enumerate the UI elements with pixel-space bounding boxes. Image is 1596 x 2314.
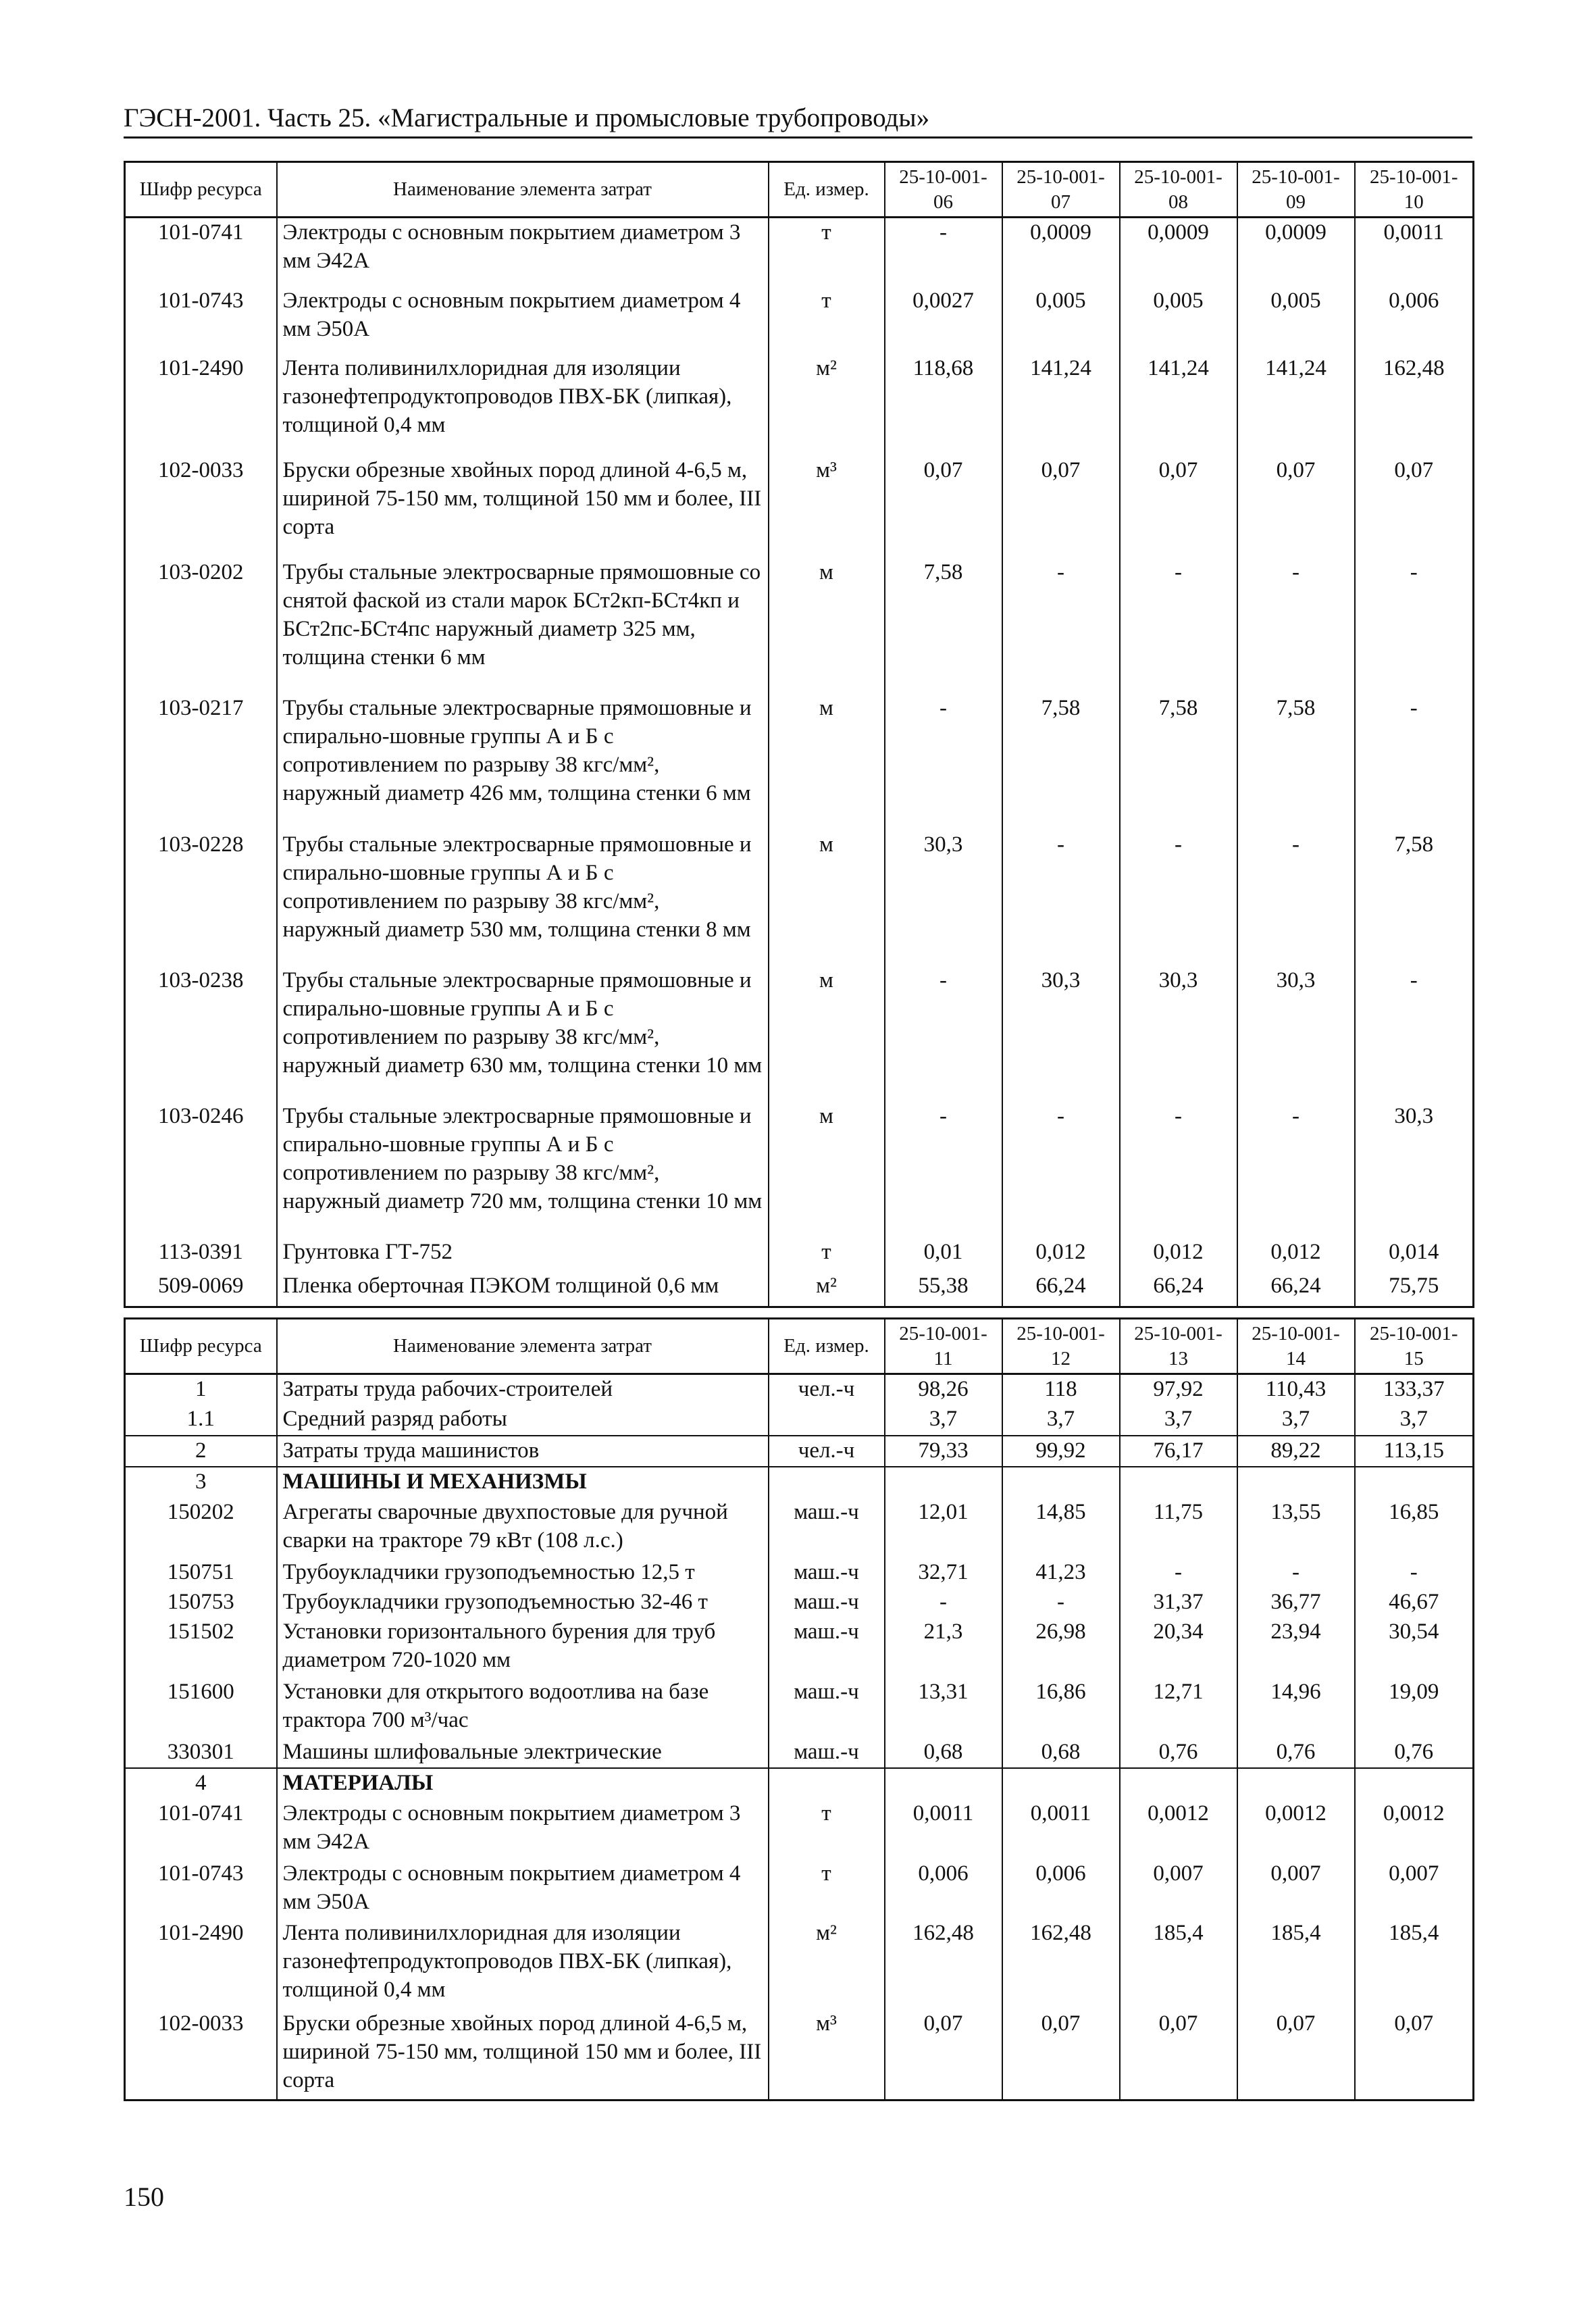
- norm-value: 0,07: [885, 456, 1002, 558]
- page-header: ГЭСН-2001. Часть 25. «Магистральные и промысловые трубопроводы»: [124, 101, 1472, 139]
- unit-of-measure: маш.-ч: [769, 1588, 885, 1617]
- resource-code: 150753: [125, 1588, 277, 1617]
- resource-name: Трубы стальные электросварные прямошовные со снятой фаской из стали марок БСт2кп-БСт4кп и БСт2пс-БСт4пс наружный диаметр 325 мм, толщина стенки 6 мм: [277, 558, 769, 694]
- norm-value: -: [1120, 830, 1237, 966]
- empty-cell: [277, 2099, 769, 2101]
- norm-value: [885, 1467, 1002, 1497]
- empty-cell: [885, 2099, 1002, 2101]
- norm-value: 3,7: [1355, 1405, 1474, 1435]
- empty-cell: [1120, 2099, 1237, 2101]
- norm-value: 12,71: [1120, 1678, 1237, 1738]
- norm-value: 0,006: [885, 1859, 1002, 1919]
- col-header-unit: Ед. измер.: [769, 162, 885, 218]
- norm-value: 55,38: [885, 1272, 1002, 1305]
- resource-name: Установки для открытого водоотлива на базе трактора 700 м³/час: [277, 1678, 769, 1738]
- norm-value: -: [1355, 1558, 1474, 1588]
- table-row: [125, 1859, 1474, 1919]
- unit-of-measure: маш.-ч: [769, 1738, 885, 1768]
- norm-value: 0,07: [1237, 2009, 1355, 2099]
- norm-value: -: [1120, 1558, 1237, 1588]
- col-header-code: Шифр ресурса: [125, 1319, 277, 1374]
- norm-value: 16,86: [1002, 1678, 1120, 1738]
- norm-value: 0,005: [1120, 286, 1237, 355]
- norm-value: 0,0012: [1237, 1799, 1355, 1859]
- resource-code: 101-0741: [125, 218, 277, 286]
- resource-code: 103-0228: [125, 830, 277, 966]
- table-row: [125, 1919, 1474, 2009]
- norm-value: 30,3: [1002, 966, 1120, 1102]
- table-row: [125, 1272, 1474, 1305]
- norm-value: 3,7: [1237, 1405, 1355, 1435]
- resource-code: 151502: [125, 1617, 277, 1678]
- norm-value: 0,007: [1237, 1859, 1355, 1919]
- norm-value: [1355, 1467, 1474, 1497]
- unit-of-measure: чел.-ч: [769, 1374, 885, 1405]
- table-row: [125, 218, 1474, 286]
- col-header-norm: 25-10-001-13: [1120, 1319, 1237, 1374]
- resource-name: Лента поливинилхлоридная для изоляции газонефтепродуктопроводов ПВХ-БК (липкая), толщиной 0,4 мм: [277, 1919, 769, 2009]
- norm-value: 0,0012: [1120, 1799, 1237, 1859]
- norm-value: 7,58: [1355, 830, 1474, 966]
- norm-value: 36,77: [1237, 1588, 1355, 1617]
- norm-value: 110,43: [1237, 1374, 1355, 1405]
- empty-cell: [1002, 1306, 1120, 1307]
- unit-of-measure: [769, 1467, 885, 1497]
- norm-value: -: [1002, 1588, 1120, 1617]
- norm-value: 32,71: [885, 1558, 1002, 1588]
- table-header-row: [125, 1319, 1474, 1374]
- resource-name: Электроды с основным покрытием диаметром 4 мм Э50А: [277, 1859, 769, 1919]
- norm-value: 3,7: [885, 1405, 1002, 1435]
- norm-value: 46,67: [1355, 1588, 1474, 1617]
- norm-value: 0,012: [1120, 1238, 1237, 1272]
- col-header-norm: 25-10-001-12: [1002, 1319, 1120, 1374]
- norm-value: [885, 1768, 1002, 1799]
- unit-of-measure: маш.-ч: [769, 1498, 885, 1558]
- norm-value: [1002, 1768, 1120, 1799]
- norm-value: 66,24: [1002, 1272, 1120, 1305]
- resource-code: 101-2490: [125, 1919, 277, 2009]
- resource-code: 4: [125, 1768, 277, 1799]
- norm-value: 99,92: [1002, 1436, 1120, 1467]
- table-row: [125, 694, 1474, 830]
- unit-of-measure: м: [769, 966, 885, 1102]
- norm-value: 162,48: [1355, 354, 1474, 456]
- empty-cell: [1237, 1306, 1355, 1307]
- table-row: [125, 354, 1474, 456]
- norm-value: 19,09: [1355, 1678, 1474, 1738]
- section-row: [125, 1768, 1474, 1799]
- norm-value: 0,07: [1237, 456, 1355, 558]
- resource-name: Бруски обрезные хвойных пород длиной 4-6,5 м, шириной 75-150 мм, толщиной 150 мм и более, III сорта: [277, 456, 769, 558]
- col-header-name: Наименование элемента затрат: [277, 162, 769, 218]
- resource-code: 101-0741: [125, 1799, 277, 1859]
- norm-value: [1237, 1768, 1355, 1799]
- norm-value: 23,94: [1237, 1617, 1355, 1678]
- norm-value: 98,26: [885, 1374, 1002, 1405]
- norm-value: -: [1120, 558, 1237, 694]
- norm-value: 0,012: [1237, 1238, 1355, 1272]
- norm-value: -: [1355, 966, 1474, 1102]
- resource-code: 102-0033: [125, 2009, 277, 2099]
- resource-name: Трубоукладчики грузоподъемностью 32-46 т: [277, 1588, 769, 1617]
- norm-value: 7,58: [885, 558, 1002, 694]
- norm-value: -: [1237, 830, 1355, 966]
- norm-value: 0,007: [1120, 1859, 1237, 1919]
- norm-value: -: [1237, 1102, 1355, 1238]
- unit-of-measure: м²: [769, 354, 885, 456]
- norm-value: [1237, 1467, 1355, 1497]
- col-header-norm: 25-10-001-14: [1237, 1319, 1355, 1374]
- table-row: [125, 1498, 1474, 1558]
- norm-value: 0,07: [1355, 456, 1474, 558]
- norm-value: 118: [1002, 1374, 1120, 1405]
- norm-value: 75,75: [1355, 1272, 1474, 1305]
- norm-value: [1002, 1467, 1120, 1497]
- col-header-norm: 25-10-001-10: [1355, 162, 1474, 218]
- resource-name: МАШИНЫ И МЕХАНИЗМЫ: [277, 1467, 769, 1497]
- resource-name: Грунтовка ГТ-752: [277, 1238, 769, 1272]
- table-row: [125, 830, 1474, 966]
- resource-code: 103-0217: [125, 694, 277, 830]
- col-header-unit: Ед. измер.: [769, 1319, 885, 1374]
- table-row: [125, 1678, 1474, 1738]
- norm-value: -: [1355, 694, 1474, 830]
- norm-value: 0,007: [1355, 1859, 1474, 1919]
- norm-value: 30,54: [1355, 1617, 1474, 1678]
- table-row: [125, 456, 1474, 558]
- norm-value: 0,07: [885, 2009, 1002, 2099]
- norm-value: 0,07: [1120, 456, 1237, 558]
- empty-cell: [1355, 2099, 1474, 2101]
- resource-code: 103-0246: [125, 1102, 277, 1238]
- resource-code: 2: [125, 1436, 277, 1467]
- section-row: [125, 1467, 1474, 1497]
- norm-value: 7,58: [1002, 694, 1120, 830]
- norm-value: -: [1002, 1102, 1120, 1238]
- resource-code: 101-0743: [125, 1859, 277, 1919]
- table-filler-row: [125, 2099, 1474, 2101]
- empty-cell: [1355, 1306, 1474, 1307]
- resource-code: 102-0033: [125, 456, 277, 558]
- unit-of-measure: м²: [769, 1919, 885, 2009]
- resource-name: Затраты труда рабочих-строителей: [277, 1374, 769, 1405]
- unit-of-measure: м³: [769, 456, 885, 558]
- table-row: [125, 558, 1474, 694]
- empty-cell: [1002, 2099, 1120, 2101]
- norm-value: 0,0011: [885, 1799, 1002, 1859]
- norm-value: 11,75: [1120, 1498, 1237, 1558]
- resource-code: 3: [125, 1467, 277, 1497]
- resource-code: 1: [125, 1374, 277, 1405]
- table-row: [125, 1102, 1474, 1238]
- table-row: [125, 286, 1474, 355]
- norm-value: 162,48: [1002, 1919, 1120, 2009]
- norm-value: 0,76: [1120, 1738, 1237, 1768]
- table-row: [125, 1238, 1474, 1272]
- resource-name: Лента поливинилхлоридная для изоляции газонефтепродуктопроводов ПВХ-БК (липкая), толщиной 0,4 мм: [277, 354, 769, 456]
- resource-name: Электроды с основным покрытием диаметром 3 мм Э42А: [277, 218, 769, 286]
- table-row: [125, 1738, 1474, 1768]
- unit-of-measure: [769, 1405, 885, 1435]
- norm-value: 0,0011: [1002, 1799, 1120, 1859]
- norm-value: 113,15: [1355, 1436, 1474, 1467]
- empty-cell: [277, 1306, 769, 1307]
- norm-value: 89,22: [1237, 1436, 1355, 1467]
- unit-of-measure: маш.-ч: [769, 1678, 885, 1738]
- table-filler-row: [125, 1306, 1474, 1307]
- table-row: [125, 966, 1474, 1102]
- norm-value: 3,7: [1120, 1405, 1237, 1435]
- norm-value: 0,01: [885, 1238, 1002, 1272]
- norm-value: 41,23: [1002, 1558, 1120, 1588]
- norm-value: 0,005: [1002, 286, 1120, 355]
- norm-value: -: [885, 694, 1002, 830]
- norm-value: 0,07: [1002, 456, 1120, 558]
- col-header-norm: 25-10-001-11: [885, 1319, 1002, 1374]
- norm-value: 0,014: [1355, 1238, 1474, 1272]
- resource-name: Электроды с основным покрытием диаметром 4 мм Э50А: [277, 286, 769, 355]
- unit-of-measure: т: [769, 1799, 885, 1859]
- norm-value: 97,92: [1120, 1374, 1237, 1405]
- col-header-norm: 25-10-001-09: [1237, 162, 1355, 218]
- resource-name: Трубоукладчики грузоподъемностью 12,5 т: [277, 1558, 769, 1588]
- table-row: [125, 2009, 1474, 2099]
- unit-of-measure: чел.-ч: [769, 1436, 885, 1467]
- norm-value: 76,17: [1120, 1436, 1237, 1467]
- norm-value: -: [885, 966, 1002, 1102]
- norm-value: 0,76: [1355, 1738, 1474, 1768]
- empty-cell: [125, 1306, 277, 1307]
- unit-of-measure: маш.-ч: [769, 1558, 885, 1588]
- norm-value: -: [885, 1102, 1002, 1238]
- unit-of-measure: м: [769, 1102, 885, 1238]
- col-header-code: Шифр ресурса: [125, 162, 277, 218]
- resource-code: 509-0069: [125, 1272, 277, 1305]
- norm-value: 133,37: [1355, 1374, 1474, 1405]
- norm-value: 0,0011: [1355, 218, 1474, 286]
- norm-value: 30,3: [885, 830, 1002, 966]
- resource-table-2: [124, 1317, 1474, 2101]
- col-header-norm: 25-10-001-07: [1002, 162, 1120, 218]
- unit-of-measure: м: [769, 558, 885, 694]
- norm-value: -: [885, 1588, 1002, 1617]
- resource-code: 103-0238: [125, 966, 277, 1102]
- norm-value: 0,012: [1002, 1238, 1120, 1272]
- norm-value: 141,24: [1002, 354, 1120, 456]
- resource-name: Агрегаты сварочные двухпостовые для ручной сварки на тракторе 79 кВт (108 л.с.): [277, 1498, 769, 1558]
- norm-value: 185,4: [1355, 1919, 1474, 2009]
- resource-name: Бруски обрезные хвойных пород длиной 4-6,5 м, шириной 75-150 мм, толщиной 150 мм и более, III сорта: [277, 2009, 769, 2099]
- unit-of-measure: т: [769, 1238, 885, 1272]
- unit-of-measure: т: [769, 1859, 885, 1919]
- norm-value: -: [1002, 830, 1120, 966]
- table-row: [125, 1558, 1474, 1588]
- norm-value: 13,55: [1237, 1498, 1355, 1558]
- resource-name: Пленка оберточная ПЭКОМ толщиной 0,6 мм: [277, 1272, 769, 1305]
- resource-name: Электроды с основным покрытием диаметром 3 мм Э42А: [277, 1799, 769, 1859]
- resource-code: 330301: [125, 1738, 277, 1768]
- unit-of-measure: маш.-ч: [769, 1617, 885, 1678]
- norm-value: 66,24: [1120, 1272, 1237, 1305]
- resource-code: 101-0743: [125, 286, 277, 355]
- norm-value: -: [1002, 558, 1120, 694]
- unit-of-measure: [769, 1768, 885, 1799]
- table-row: [125, 1374, 1474, 1405]
- table-row: [125, 1405, 1474, 1435]
- norm-value: -: [885, 218, 1002, 286]
- norm-value: 14,85: [1002, 1498, 1120, 1558]
- norm-value: 12,01: [885, 1498, 1002, 1558]
- col-header-norm: 25-10-001-15: [1355, 1319, 1474, 1374]
- norm-value: 0,0009: [1002, 218, 1120, 286]
- empty-cell: [1237, 2099, 1355, 2101]
- norm-value: -: [1120, 1102, 1237, 1238]
- col-header-norm: 25-10-001-06: [885, 162, 1002, 218]
- norm-value: 185,4: [1237, 1919, 1355, 2009]
- norm-value: 0,68: [1002, 1738, 1120, 1768]
- resource-name: МАТЕРИАЛЫ: [277, 1768, 769, 1799]
- norm-value: 0,0009: [1120, 218, 1237, 286]
- empty-cell: [885, 1306, 1002, 1307]
- norm-value: 0,0027: [885, 286, 1002, 355]
- empty-cell: [769, 1306, 885, 1307]
- norm-value: 14,96: [1237, 1678, 1355, 1738]
- norm-value: -: [1355, 558, 1474, 694]
- norm-value: 7,58: [1237, 694, 1355, 830]
- resource-name: Трубы стальные электросварные прямошовные и спирально-шовные группы А и Б с сопротивлением по разрыву 38 кгс/мм², наружный диаметр 426 мм, толщина стенки 6 мм: [277, 694, 769, 830]
- unit-of-measure: т: [769, 218, 885, 286]
- norm-value: 0,07: [1002, 2009, 1120, 2099]
- norm-value: 31,37: [1120, 1588, 1237, 1617]
- resource-name: Трубы стальные электросварные прямошовные и спирально-шовные группы А и Б с сопротивлением по разрыву 38 кгс/мм², наружный диаметр 630 мм, толщина стенки 10 мм: [277, 966, 769, 1102]
- resource-code: 113-0391: [125, 1238, 277, 1272]
- norm-value: 0,0009: [1237, 218, 1355, 286]
- norm-value: [1120, 1768, 1237, 1799]
- norm-value: [1120, 1467, 1237, 1497]
- norm-value: 13,31: [885, 1678, 1002, 1738]
- norm-value: [1355, 1768, 1474, 1799]
- norm-value: 26,98: [1002, 1617, 1120, 1678]
- resource-name: Трубы стальные электросварные прямошовные и спирально-шовные группы А и Б с сопротивлением по разрыву 38 кгс/мм², наружный диаметр 530 мм, толщина стенки 8 мм: [277, 830, 769, 966]
- empty-cell: [769, 2099, 885, 2101]
- resource-name: Установки горизонтального бурения для труб диаметром 720-1020 мм: [277, 1617, 769, 1678]
- norm-value: 0,76: [1237, 1738, 1355, 1768]
- resource-name: Средний разряд работы: [277, 1405, 769, 1435]
- norm-value: 0,07: [1120, 2009, 1237, 2099]
- norm-value: 185,4: [1120, 1919, 1237, 2009]
- norm-value: 162,48: [885, 1919, 1002, 2009]
- resource-name: Затраты труда машинистов: [277, 1436, 769, 1467]
- norm-value: 30,3: [1237, 966, 1355, 1102]
- table-row: [125, 1436, 1474, 1467]
- norm-value: 66,24: [1237, 1272, 1355, 1305]
- resource-code: 101-2490: [125, 354, 277, 456]
- norm-value: 118,68: [885, 354, 1002, 456]
- norm-value: 3,7: [1002, 1405, 1120, 1435]
- col-header-norm: 25-10-001-08: [1120, 162, 1237, 218]
- norm-value: -: [1237, 1558, 1355, 1588]
- empty-cell: [125, 2099, 277, 2101]
- norm-value: 141,24: [1237, 354, 1355, 456]
- resource-name: Трубы стальные электросварные прямошовные и спирально-шовные группы А и Б с сопротивлением по разрыву 38 кгс/мм², наружный диаметр 720 мм, толщина стенки 10 мм: [277, 1102, 769, 1238]
- resource-code: 150751: [125, 1558, 277, 1588]
- norm-value: 0,006: [1355, 286, 1474, 355]
- table-row: [125, 1799, 1474, 1859]
- resource-name: Машины шлифовальные электрические: [277, 1738, 769, 1768]
- norm-value: 0,68: [885, 1738, 1002, 1768]
- norm-value: 30,3: [1120, 966, 1237, 1102]
- norm-value: 141,24: [1120, 354, 1237, 456]
- unit-of-measure: м²: [769, 1272, 885, 1305]
- empty-cell: [1120, 1306, 1237, 1307]
- resource-code: 103-0202: [125, 558, 277, 694]
- unit-of-measure: м³: [769, 2009, 885, 2099]
- unit-of-measure: м: [769, 694, 885, 830]
- page-number: 150: [124, 2182, 164, 2212]
- norm-value: 16,85: [1355, 1498, 1474, 1558]
- norm-value: 0,005: [1237, 286, 1355, 355]
- norm-value: 30,3: [1355, 1102, 1474, 1238]
- table-row: [125, 1617, 1474, 1678]
- resource-code: 1.1: [125, 1405, 277, 1435]
- table-row: [125, 1588, 1474, 1617]
- unit-of-measure: т: [769, 286, 885, 355]
- norm-value: 21,3: [885, 1617, 1002, 1678]
- norm-value: -: [1237, 558, 1355, 694]
- unit-of-measure: м: [769, 830, 885, 966]
- norm-value: 0,006: [1002, 1859, 1120, 1919]
- norm-value: 0,07: [1355, 2009, 1474, 2099]
- norm-value: 7,58: [1120, 694, 1237, 830]
- resource-code: 151600: [125, 1678, 277, 1738]
- resource-table-1: [124, 161, 1474, 1308]
- norm-value: 0,0012: [1355, 1799, 1474, 1859]
- col-header-name: Наименование элемента затрат: [277, 1319, 769, 1374]
- norm-value: 20,34: [1120, 1617, 1237, 1678]
- table-header-row: [125, 162, 1474, 218]
- norm-value: 79,33: [885, 1436, 1002, 1467]
- resource-code: 150202: [125, 1498, 277, 1558]
